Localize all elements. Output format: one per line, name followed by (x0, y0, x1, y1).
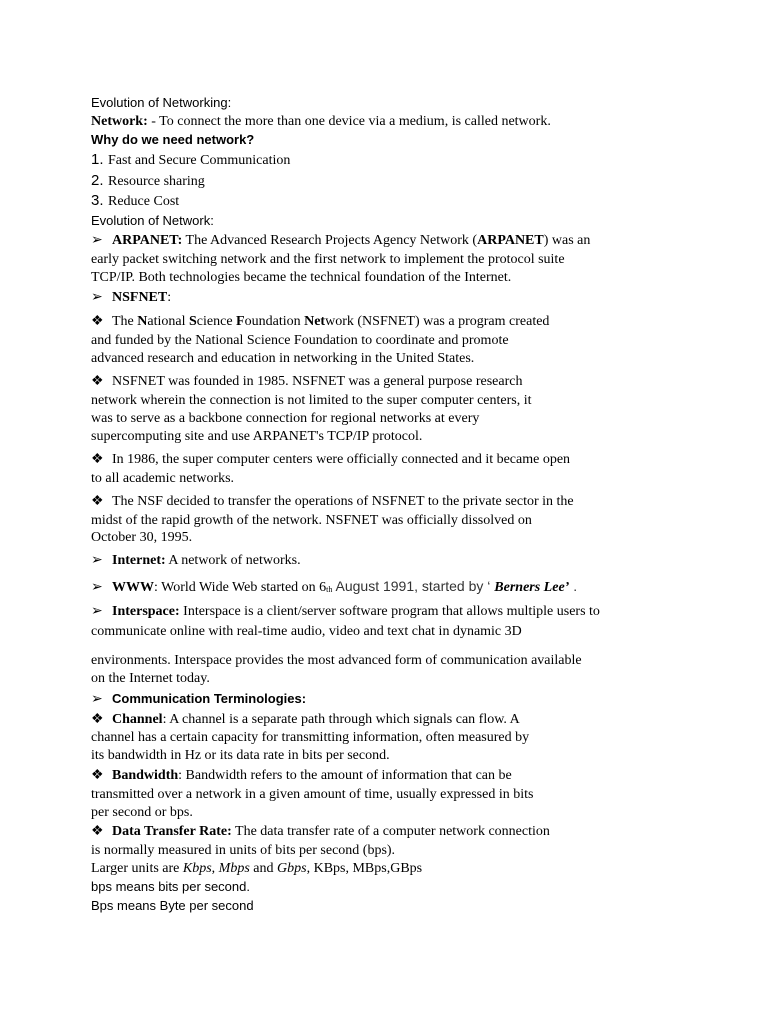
reason-item (91, 172, 205, 191)
bandwidth-paragraph (91, 767, 512, 785)
nsfnet-text: In 1986, the super computer centers were officially connected and it became open (112, 452, 571, 467)
arrow-bullet-icon: ➢ (91, 233, 103, 248)
www-text: . (569, 578, 578, 594)
www-superscript: th (326, 585, 333, 594)
diamond-bullet-icon: ❖ (91, 374, 104, 389)
channel-line: channel has a certain capacity for transmitting information, often measured by (91, 730, 530, 745)
page-title: Evolution of Networking: (91, 95, 232, 110)
nsfnet-line: was to serve as a backbone connection for regional networks at every (91, 411, 480, 426)
bandwidth-term: Bandwidth (112, 768, 179, 783)
reason-text: Resource sharing (108, 174, 205, 189)
dtr-text: The data transfer rate of a computer network connection (231, 824, 550, 839)
reason-item (91, 192, 179, 211)
arpanet-term: ARPANET: (112, 233, 183, 248)
reason-item (91, 151, 290, 170)
nsfnet-text: work (NSFNET) was a program created (325, 314, 550, 329)
nsfnet-text: cience (196, 314, 237, 329)
network-def-text: - To connect the more than one device via a medium, is called network. (147, 114, 551, 129)
arpanet-line: TCP/IP. Both technologies became the technical foundation of the Internet. (91, 270, 512, 285)
nsfnet-text: The NSF decided to transfer the operations of NSFNET to the private sector in the (112, 494, 574, 509)
channel-paragraph (91, 711, 520, 729)
nsfnet-line: midst of the rapid growth of the network. NSFNET was officially dissolved on (91, 513, 532, 528)
diamond-bullet-icon: ❖ (91, 452, 104, 467)
dtr-unit: Gbps (277, 861, 307, 876)
arrow-bullet-icon: ➢ (91, 604, 103, 619)
channel-line: its bandwidth in Hz or its data rate in bits per second. (91, 748, 390, 763)
dtr-unit: Mbps (218, 861, 250, 876)
nsfnet-text: The (112, 314, 138, 329)
nsfnet-initial: N (137, 314, 148, 329)
arrow-bullet-icon: ➢ (91, 290, 103, 305)
reason-number: 2. (91, 172, 104, 189)
nsfnet-line: October 30, 1995. (91, 530, 193, 545)
nsfnet-line: and funded by the National Science Foundation to coordinate and promote (91, 333, 509, 348)
dtr-text: and (249, 861, 278, 876)
reason-number: 1. (91, 151, 104, 168)
nsfnet-text: NSFNET was founded in 1985. NSFNET was a general purpose research (112, 374, 523, 389)
nsfnet-paragraph-3 (91, 451, 570, 469)
arrow-bullet-icon: ➢ (91, 692, 103, 707)
dtr-unit: Kbps (182, 861, 212, 876)
diamond-bullet-icon: ❖ (91, 712, 104, 727)
internet-term: Internet: (112, 553, 166, 568)
nsfnet-text: oundation (244, 314, 305, 329)
dtr-term: Data Transfer Rate: (112, 824, 232, 839)
dtr-paragraph (91, 823, 550, 841)
Bps-note: Bps means Byte per second (91, 898, 254, 913)
reason-text: Reduce Cost (108, 194, 180, 209)
evolution-heading: Evolution of Network: (91, 213, 214, 228)
arpanet-text: The Advanced Research Projects Agency Network ( (182, 233, 478, 248)
dtr-units-line (91, 860, 422, 878)
arpanet-text: ) was an (543, 233, 591, 248)
bandwidth-line: per second or bps. (91, 805, 193, 820)
why-heading: Why do we need network? (91, 132, 255, 147)
www-term: WWW (112, 580, 154, 595)
nsfnet-heading (91, 289, 171, 307)
nsfnet-paragraph-1 (91, 313, 549, 331)
www-person: Berners Lee’ (494, 580, 570, 595)
nsfnet-line: to all academic networks. (91, 471, 235, 486)
comm-heading-text: Communication Terminologies: (112, 691, 307, 706)
arpanet-acronym: ARPANET (477, 233, 544, 248)
internet-paragraph (91, 552, 301, 570)
interspace-line: environments. Interspace provides the most advanced form of communication available (91, 653, 582, 668)
nsfnet-initial: S (189, 314, 197, 329)
nsfnet-colon: : (167, 290, 172, 305)
nsfnet-paragraph-2 (91, 373, 522, 391)
dtr-text: Larger units are (91, 861, 183, 876)
arpanet-line: early packet switching network and the first network to implement the protocol suite (91, 252, 565, 267)
arpanet-paragraph (91, 232, 590, 250)
arrow-bullet-icon: ➢ (91, 553, 103, 568)
bps-note: bps means bits per second. (91, 879, 250, 894)
www-text: : World Wide Web started on 6 (154, 580, 327, 595)
nsfnet-line: supercomputing site and use ARPANET's TCP/IP protocol. (91, 429, 423, 444)
nsfnet-line: network wherein the connection is not limited to the super computer centers, it (91, 393, 532, 408)
internet-text: A network of networks. (165, 553, 301, 568)
nsfnet-initial: F (236, 314, 245, 329)
channel-term: Channel (112, 712, 163, 727)
network-term: Network: (91, 114, 148, 129)
dtr-text: , KBps, MBps,GBps (306, 861, 423, 876)
diamond-bullet-icon: ❖ (91, 768, 104, 783)
bandwidth-line: transmitted over a network in a given amount of time, usually expressed in bits (91, 787, 534, 802)
dtr-text: , (211, 861, 219, 876)
www-paragraph (91, 577, 577, 599)
reason-text: Fast and Secure Communication (108, 153, 291, 168)
diamond-bullet-icon: ❖ (91, 314, 104, 329)
interspace-line: on the Internet today. (91, 671, 210, 686)
bandwidth-text: : Bandwidth refers to the amount of information that can be (178, 768, 512, 783)
diamond-bullet-icon: ❖ (91, 494, 104, 509)
nsfnet-initial: Net (304, 314, 326, 329)
nsfnet-line: advanced research and education in networking in the United States. (91, 351, 475, 366)
arrow-bullet-icon: ➢ (91, 580, 103, 595)
channel-text: : A channel is a separate path through which signals can flow. A (162, 712, 520, 727)
interspace-paragraph (91, 603, 600, 621)
nsfnet-text: ational (147, 314, 189, 329)
network-definition (91, 113, 551, 131)
reason-number: 3. (91, 192, 104, 209)
nsfnet-term: NSFNET (112, 290, 168, 305)
dtr-line: is normally measured in units of bits per second (bps). (91, 843, 396, 858)
comm-heading (91, 690, 306, 709)
www-text: August 1991, started by ‘ (332, 578, 495, 594)
nsfnet-paragraph-4 (91, 493, 574, 511)
diamond-bullet-icon: ❖ (91, 824, 104, 839)
interspace-text: Interspace is a client/server software program that allows multiple users to (179, 604, 600, 619)
interspace-line: communicate online with real-time audio, video and text chat in dynamic 3D (91, 624, 522, 639)
interspace-term: Interspace: (112, 604, 180, 619)
